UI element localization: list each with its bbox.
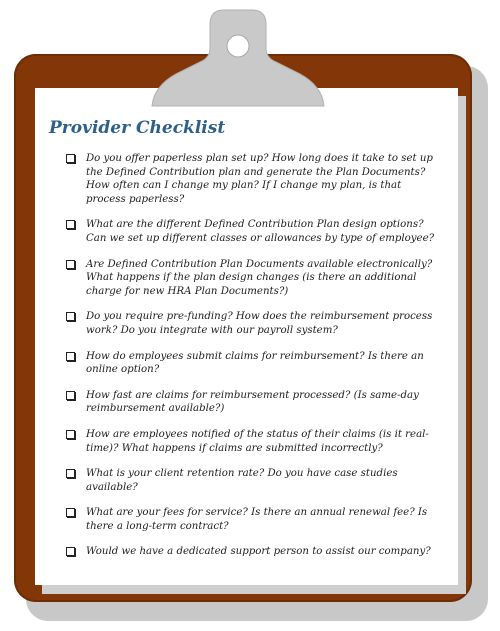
clipboard-clip-icon bbox=[150, 8, 326, 108]
checkbox[interactable] bbox=[66, 312, 75, 321]
checklist-item-text: Do you require pre-funding? How does the reimbursement process work? Do you integrate with our payroll system? bbox=[86, 311, 433, 336]
checklist-item bbox=[66, 545, 442, 559]
checkbox[interactable] bbox=[66, 430, 75, 439]
checkbox[interactable] bbox=[66, 508, 75, 517]
checklist-item bbox=[66, 310, 442, 337]
checkbox[interactable] bbox=[66, 154, 75, 163]
checklist-item-text: What are the different Defined Contribution Plan design options? Can we set up different classes or allowances by type of employee? bbox=[86, 219, 435, 244]
checklist-item-text: How are employees notified of the status of their claims (is it real-time)? What happens if claims are submitted incorrectly? bbox=[86, 428, 429, 454]
checklist-item bbox=[66, 258, 442, 299]
checklist-item bbox=[66, 152, 442, 206]
checklist-item bbox=[66, 467, 442, 494]
checklist-item-text: What are your fees for service? Is there an annual renewal fee? Is there a long-term contract? bbox=[86, 507, 428, 532]
checklist-item-text: Do you offer paperless plan set up? How long does it take to set up the Defined Contribution plan and generate the Plan Documents? How often can I change my plan? If I change my plan, is that process paperless? bbox=[86, 153, 433, 205]
checkbox[interactable] bbox=[66, 260, 75, 269]
checklist-item bbox=[66, 428, 442, 455]
checklist-item-text: Are Defined Contribution Plan Documents available electronically? What happens if the plan design changes (is there an additional charge for new HRA Plan Documents?) bbox=[86, 258, 433, 297]
checklist-item bbox=[66, 350, 442, 377]
checkbox[interactable] bbox=[66, 469, 75, 478]
checklist-items bbox=[66, 152, 442, 571]
checklist-item-text: How fast are claims for reimbursement processed? (Is same-day reimbursement available?) bbox=[86, 389, 419, 415]
checkbox[interactable] bbox=[66, 220, 75, 229]
checkbox[interactable] bbox=[66, 391, 75, 400]
checklist-item-text: Would we have a dedicated support person to assist our company? bbox=[86, 546, 431, 558]
checklist-item-text: What is your client retention rate? Do you have case studies available? bbox=[86, 468, 398, 493]
checkbox[interactable] bbox=[66, 352, 75, 361]
checklist-item bbox=[66, 389, 442, 416]
checklist-item-text: How do employees submit claims for reimbursement? Is there an online option? bbox=[86, 350, 424, 376]
page-title: Provider Checklist bbox=[49, 118, 226, 138]
checkbox[interactable] bbox=[66, 547, 75, 556]
checklist-item bbox=[66, 506, 442, 533]
checklist-item bbox=[66, 218, 442, 245]
